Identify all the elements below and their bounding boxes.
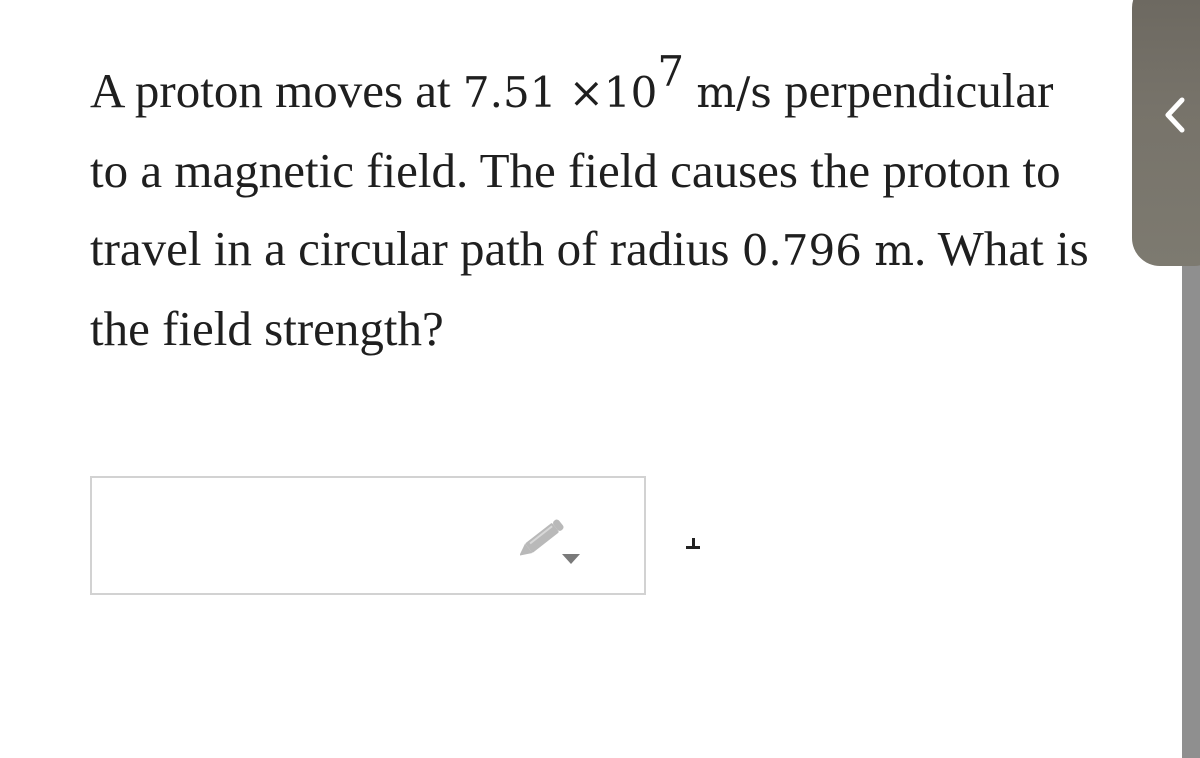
- question-text: [90, 46, 1100, 368]
- speed-exponent: 7: [657, 46, 685, 96]
- question-text-before: A proton moves at: [90, 63, 463, 118]
- speed-mantissa: 7.51: [462, 68, 557, 117]
- pencil-icon[interactable]: [520, 516, 584, 564]
- speed-unit: m/s: [696, 68, 772, 117]
- radius-unit: m: [874, 226, 915, 275]
- times-symbol: ×: [568, 68, 604, 117]
- radius-value: 0.796: [741, 226, 862, 275]
- question-text-after: . What is the field strength?: [90, 221, 1089, 356]
- side-panel-toggle[interactable]: [1132, 0, 1200, 266]
- cursor-mark: [684, 536, 702, 550]
- question-text-middle: perpendicular to a magnetic field. The field causes the proton to travel in a circular path of radius: [90, 63, 1061, 276]
- chevron-left-icon: [1156, 94, 1198, 136]
- speed-base: 10: [603, 68, 658, 117]
